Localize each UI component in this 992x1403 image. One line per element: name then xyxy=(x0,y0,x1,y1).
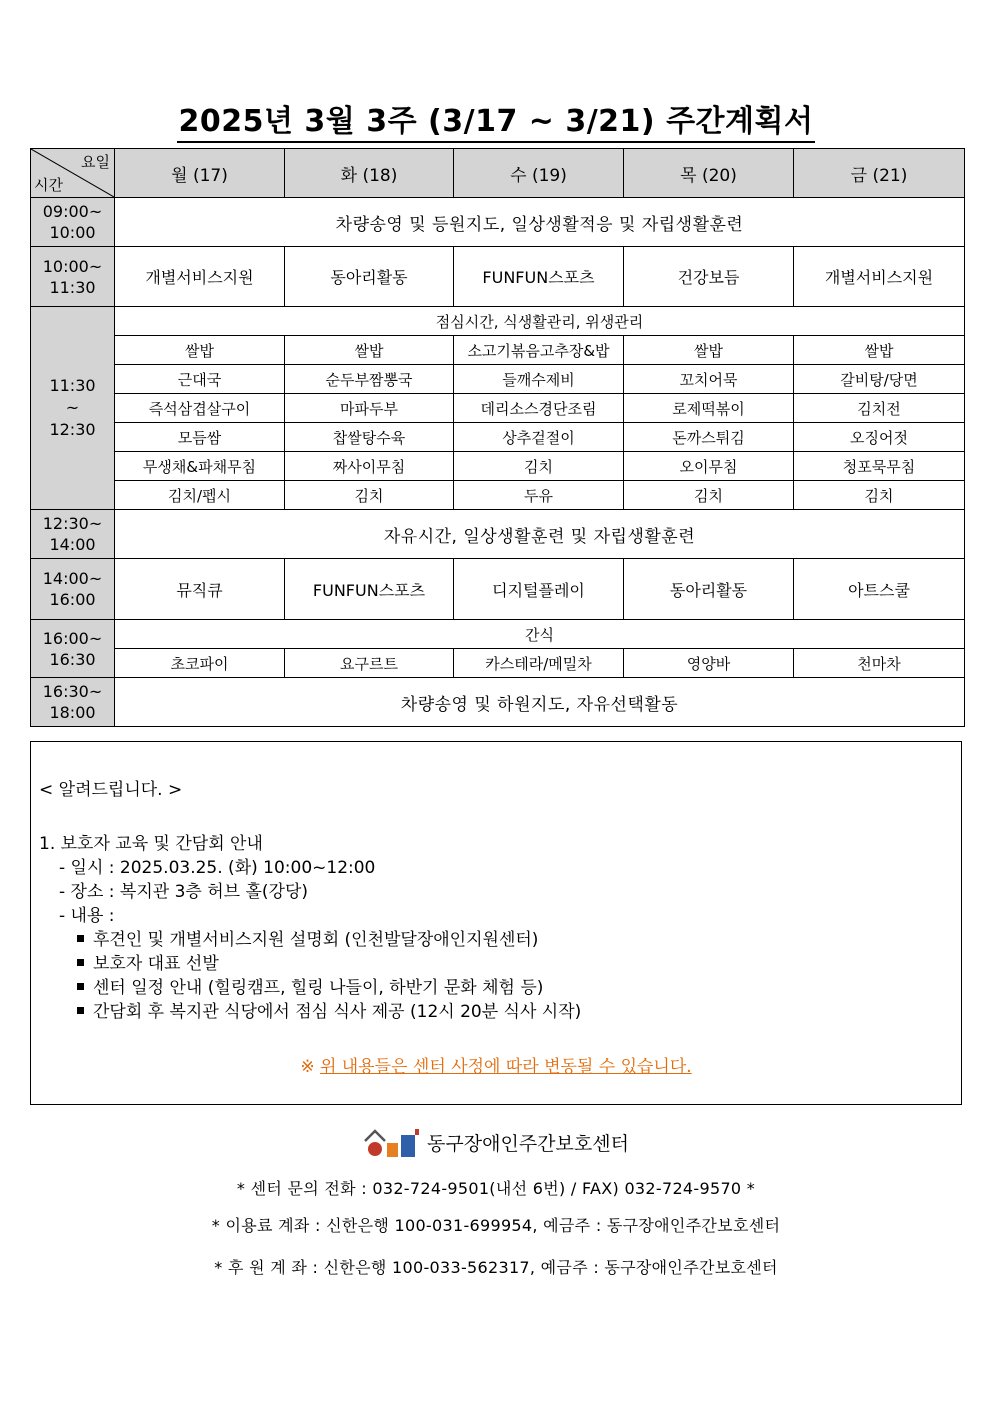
program-cell: 동아리활동 xyxy=(285,247,454,307)
table-header-row xyxy=(31,149,965,198)
menu-cell: 갈비탕/당면 xyxy=(794,365,965,394)
table-row xyxy=(31,620,965,649)
snack-cell: 영양바 xyxy=(624,649,794,678)
notice-bullet: 간담회 후 복지관 식당에서 점심 식사 제공 (12시 20분 식사 시작) xyxy=(77,997,581,1022)
time-cell: 09:00~ 10:00 xyxy=(31,198,115,247)
day-header-wed: 수 (19) xyxy=(454,149,624,198)
table-row xyxy=(31,678,965,727)
notice-box xyxy=(30,741,962,1105)
menu-cell: 모듬쌈 xyxy=(115,423,285,452)
time-cell: 14:00~ 16:00 xyxy=(31,559,115,620)
snack-cell: 초코파이 xyxy=(115,649,285,678)
table-row xyxy=(31,198,965,247)
day-axis-label: 요일 xyxy=(81,153,110,171)
table-row xyxy=(31,510,965,559)
notice-place: - 장소 : 복지관 3층 허브 홀(강당) xyxy=(59,882,309,902)
document-title: 2025년 3월 3주 (3/17 ~ 3/21) 주간계획서 xyxy=(0,96,992,140)
snack-cell: 카스테라/메밀차 xyxy=(454,649,624,678)
time-cell: 10:00~ 11:30 xyxy=(31,247,115,307)
day-header-tue: 화 (18) xyxy=(285,149,454,198)
program-cell: 아트스쿨 xyxy=(794,559,965,620)
table-row xyxy=(31,481,965,510)
menu-cell: 오이무침 xyxy=(624,452,794,481)
menu-cell: 오징어젓 xyxy=(794,423,965,452)
center-logo xyxy=(0,1125,992,1163)
program-cell: FUNFUN스포츠 xyxy=(285,559,454,620)
table-row xyxy=(31,649,965,678)
weekly-schedule-table xyxy=(30,148,965,727)
menu-cell: 소고기볶음고추장&밥 xyxy=(454,336,624,365)
notice-heading: < 알려드립니다. > xyxy=(39,780,183,800)
snack-cell: 요구르트 xyxy=(285,649,454,678)
time-cell: 16:30~ 18:00 xyxy=(31,678,115,727)
menu-cell: 근대국 xyxy=(115,365,285,394)
time-cell: 12:30~ 14:00 xyxy=(31,510,115,559)
menu-cell: 무생채&파채무침 xyxy=(115,452,285,481)
time-cell: 11:30 ~ 12:30 xyxy=(31,307,115,510)
menu-cell: 순두부짬뽕국 xyxy=(285,365,454,394)
table-row xyxy=(31,336,965,365)
table-row xyxy=(31,365,965,394)
menu-cell: 김치전 xyxy=(794,394,965,423)
menu-cell: 찹쌀탕수육 xyxy=(285,423,454,452)
menu-cell: 쌀밥 xyxy=(285,336,454,365)
menu-cell: 즉석삼겹살구이 xyxy=(115,394,285,423)
program-cell: 디지털플레이 xyxy=(454,559,624,620)
menu-cell: 쌀밥 xyxy=(624,336,794,365)
table-row xyxy=(31,307,965,336)
square-bullet-icon xyxy=(77,935,84,942)
table-row xyxy=(31,452,965,481)
menu-cell: 김치 xyxy=(624,481,794,510)
menu-cell: 김치 xyxy=(794,481,965,510)
table-row xyxy=(31,394,965,423)
menu-cell: 청포묵무침 xyxy=(794,452,965,481)
menu-cell: 들깨수제비 xyxy=(454,365,624,394)
notice-content-label: - 내용 : xyxy=(59,906,115,926)
day-header-fri: 금 (21) xyxy=(794,149,965,198)
menu-cell: 김치 xyxy=(285,481,454,510)
square-bullet-icon xyxy=(77,1007,84,1014)
menu-cell: 김치 xyxy=(454,452,624,481)
menu-cell: 돈까스튀김 xyxy=(624,423,794,452)
time-cell: 16:00~ 16:30 xyxy=(31,620,115,678)
notice-date: - 일시 : 2025.03.25. (화) 10:00~12:00 xyxy=(59,858,376,878)
activity-cell: 차량송영 및 하원지도, 자유선택활동 xyxy=(115,678,965,727)
time-axis-label: 시간 xyxy=(34,176,63,194)
square-bullet-icon xyxy=(77,983,84,990)
menu-cell: 상추겉절이 xyxy=(454,423,624,452)
snack-cell: 천마차 xyxy=(794,649,965,678)
table-row xyxy=(31,247,965,307)
fee-account: * 이용료 계좌 : 신한은행 100-031-699954, 예금주 : 동구장애인주간보호센터 xyxy=(211,1216,781,1235)
menu-cell: 두유 xyxy=(454,481,624,510)
corner-header-cell xyxy=(31,149,115,198)
program-cell: 개별서비스지원 xyxy=(794,247,965,307)
menu-cell: 짜사이무침 xyxy=(285,452,454,481)
day-header-thu: 목 (20) xyxy=(624,149,794,198)
table-row xyxy=(31,423,965,452)
contact-phone: * 센터 문의 전화 : 032-724-9501(내선 6번) / FAX) 032-724-9570 * xyxy=(236,1179,756,1198)
menu-cell: 김치/펩시 xyxy=(115,481,285,510)
menu-cell: 마파두부 xyxy=(285,394,454,423)
notice-bullet: 센터 일정 안내 (힐링캠프, 힐링 나들이, 하반기 문화 체험 등) xyxy=(77,973,543,998)
program-cell: FUNFUN스포츠 xyxy=(454,247,624,307)
lunch-header-cell: 점심시간, 식생활관리, 위생관리 xyxy=(115,307,965,336)
activity-cell: 자유시간, 일상생활훈련 및 자립생활훈련 xyxy=(115,510,965,559)
program-cell: 개별서비스지원 xyxy=(115,247,285,307)
table-row xyxy=(31,559,965,620)
notice-item-title: 1. 보호자 교육 및 간담회 안내 xyxy=(39,834,263,854)
menu-cell: 꼬치어묵 xyxy=(624,365,794,394)
menu-cell: 쌀밥 xyxy=(115,336,285,365)
donation-account: * 후 원 계 좌 : 신한은행 100-033-562317, 예금주 : 동구장애인주간보호센터 xyxy=(214,1258,778,1277)
activity-cell: 차량송영 및 등원지도, 일상생활적응 및 자립생활훈련 xyxy=(115,198,965,247)
program-cell: 동아리활동 xyxy=(624,559,794,620)
notice-bullet: 후견인 및 개별서비스지원 설명회 (인천발달장애인지원센터) xyxy=(77,925,538,950)
square-bullet-icon xyxy=(77,959,84,966)
center-name: 동구장애인주간보호센터 xyxy=(427,1132,629,1155)
center-logo-icon xyxy=(363,1125,421,1159)
menu-cell: 로제떡볶이 xyxy=(624,394,794,423)
menu-cell: 쌀밥 xyxy=(794,336,965,365)
program-cell: 건강보듬 xyxy=(624,247,794,307)
notice-bullet: 보호자 대표 선발 xyxy=(77,949,219,974)
menu-cell: 데리소스경단조림 xyxy=(454,394,624,423)
day-header-mon: 월 (17) xyxy=(115,149,285,198)
notice-warning: ※ 위 내용들은 센터 사정에 따라 변동될 수 있습니다. xyxy=(300,1057,692,1077)
snack-header-cell: 간식 xyxy=(115,620,965,649)
program-cell: 뮤직큐 xyxy=(115,559,285,620)
